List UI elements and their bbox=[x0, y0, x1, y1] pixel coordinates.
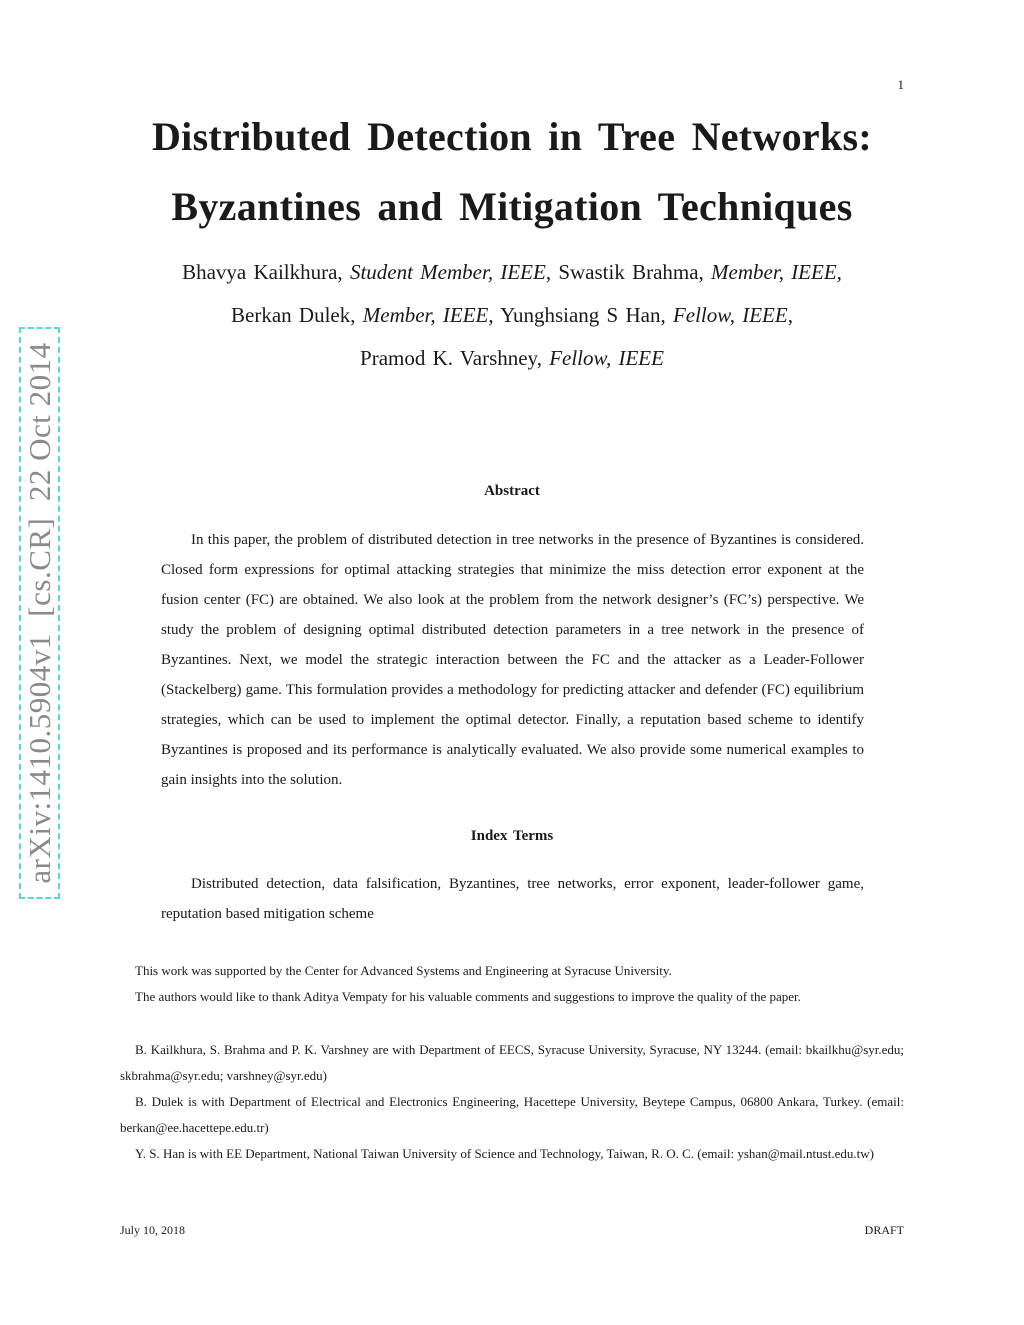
author-role: Fellow, IEEE bbox=[549, 346, 664, 370]
index-terms-text: Distributed detection, data falsification, Byzantines, tree networks, error exponent, leader-follower game, reputation based mitigation scheme bbox=[161, 876, 864, 922]
paper-title-line-2: Byzantines and Mitigation Techniques bbox=[171, 184, 853, 229]
footnote-funding: This work was supported by the Center for Advanced Systems and Engineering at Syracuse University. bbox=[135, 963, 672, 978]
author-line-3 bbox=[0, 346, 1024, 371]
author-line-2 bbox=[0, 303, 1024, 328]
abstract-heading: Abstract bbox=[484, 483, 540, 499]
author-separator: , bbox=[836, 260, 842, 284]
footnote-acknowledgment: The authors would like to thank Aditya Vempaty for his valuable comments and suggestions to improve the quality of the paper. bbox=[135, 989, 801, 1004]
author-separator: , bbox=[787, 303, 793, 327]
author-role: Member, IEEE bbox=[362, 303, 489, 327]
author-role: Student Member, IEEE bbox=[349, 260, 546, 284]
index-terms-heading: Index Terms bbox=[470, 828, 554, 844]
author-role: Fellow, IEEE bbox=[672, 303, 788, 327]
paper-title-line-1: Distributed Detection in Tree Networks: bbox=[151, 114, 873, 159]
footnote-affiliation-syracuse: B. Kailkhura, S. Brahma and P. K. Varshney are with Department of EECS, Syracuse University, Syracuse, NY 13244. (email: bkailkhu@syr.edu; skbrahma@syr.edu; varshney@syr.edu) bbox=[120, 1042, 904, 1083]
arxiv-stamp-text: arXiv:1410.5904v1 [cs.CR] 22 Oct 2014 bbox=[22, 342, 57, 884]
author-line-1 bbox=[0, 260, 1024, 285]
author-name: Swastik Brahma, bbox=[558, 260, 712, 284]
author-role: Member, IEEE bbox=[711, 260, 837, 284]
footnote-affiliation-hacettepe: B. Dulek is with Department of Electrical and Electronics Engineering, Hacettepe University, Beytepe Campus, 06800 Ankara, Turkey. (email: berkan@ee.hacettepe.edu.tr) bbox=[120, 1094, 904, 1135]
author-name: Pramod K. Varshney, bbox=[360, 346, 550, 370]
author-name: Berkan Dulek, bbox=[231, 303, 363, 327]
footer-date: July 10, 2018 bbox=[120, 1223, 186, 1237]
author-name: Bhavya Kailkhura, bbox=[182, 260, 350, 284]
author-separator: , bbox=[488, 303, 501, 327]
footnote-affiliation-ntust: Y. S. Han is with EE Department, National Taiwan University of Science and Technology, Taiwan, R. O. C. (email: yshan@mail.ntust.edu.tw) bbox=[135, 1146, 874, 1161]
page-number: 1 bbox=[897, 77, 904, 92]
abstract-text: In this paper, the problem of distributed detection in tree networks in the presence of Byzantines is considered. Closed form expressions for optimal attacking strategies that minimize the miss detection error exponent at the fusion center (FC) are obtained. We also look at the problem from the network designer’s (FC’s) perspective. We study the problem of designing optimal distributed detection parameters in a tree network in the presence of Byzantines. Next, we model the strategic interaction between the FC and the attacker as a Leader-Follower (Stackelberg) game. This formulation provides a methodology for predicting attacker and defender (FC) equilibrium strategies, which can be used to implement the optimal detector. Finally, a reputation based scheme to identify Byzantines is proposed and its performance is analytically evaluated. We also provide some numerical examples to gain insights into the solution. bbox=[161, 532, 864, 788]
author-name: Yunghsiang S Han, bbox=[500, 303, 673, 327]
footer-draft-label: DRAFT bbox=[864, 1223, 904, 1237]
author-separator: , bbox=[545, 260, 559, 284]
